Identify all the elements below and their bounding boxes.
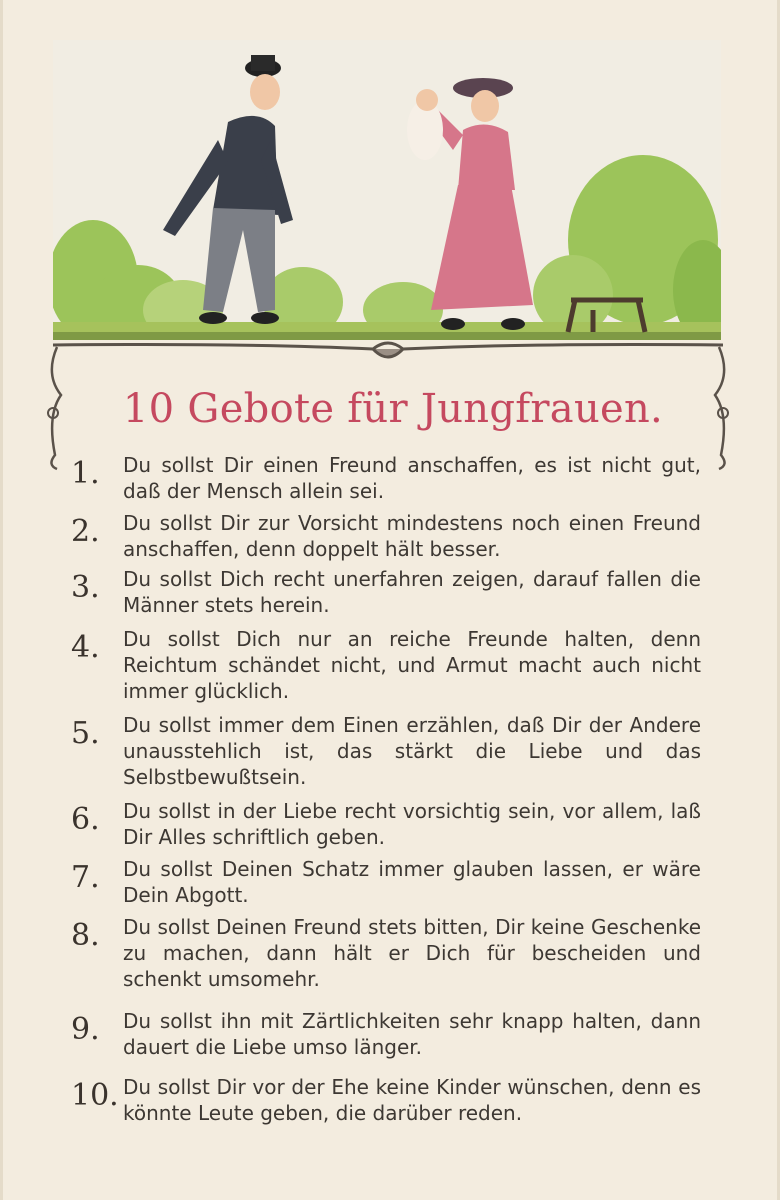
list-item: [71, 1074, 701, 1160]
item-number: 3.: [71, 570, 100, 605]
item-number: 2.: [71, 514, 100, 549]
item-text: Du sollst Dir vor der Ehe keine Kinder wünschen, denn es könnte Leute geben, die darüber reden.: [123, 1075, 701, 1125]
item-text: Du sollst Deinen Freund stets bitten, Dir keine Geschenke zu machen, dann hält er Dich für bescheiden und schenkt umsomehr.: [123, 915, 701, 991]
item-text: Du sollst in der Liebe recht vorsichtig sein, vor allem, laß Dir Alles schriftlich geben.: [123, 799, 701, 849]
list-item: [71, 626, 701, 712]
item-number: 6.: [71, 802, 100, 837]
item-text: Du sollst Dir zur Vorsicht mindestens noch einen Freund anschaffen, denn doppelt hält besser.: [123, 511, 701, 561]
item-text: Du sollst Dir einen Freund anschaffen, es ist nicht gut, daß der Mensch allein sei.: [123, 453, 701, 503]
list-item: [71, 510, 701, 566]
item-text: Du sollst immer dem Einen erzählen, daß Dir der Andere unausstehlich ist, das stärkt die Liebe und das Selbstbewußtsein.: [123, 713, 701, 789]
commandments-list: [71, 452, 701, 1160]
page-title: 10 Gebote für Jungfrauen.: [122, 386, 664, 432]
item-number: 9.: [71, 1012, 100, 1047]
list-item: [71, 856, 701, 914]
item-number: 8.: [71, 918, 100, 953]
item-number: 1.: [71, 456, 100, 491]
list-item: [71, 1008, 701, 1074]
item-number: 10.: [71, 1078, 119, 1113]
item-text: Du sollst ihn mit Zärtlichkeiten sehr knapp halten, dann dauert die Liebe umso länger.: [123, 1009, 701, 1059]
list-item: [71, 566, 701, 626]
item-number: 4.: [71, 630, 100, 665]
item-text: Du sollst Dich nur an reiche Freunde halten, denn Reichtum schändet nicht, und Armut macht auch nicht immer glücklich.: [123, 627, 701, 703]
couple-illustration: [53, 40, 721, 340]
item-text: Du sollst Dich recht unerfahren zeigen, darauf fallen die Männer stets herein.: [123, 567, 701, 617]
item-number: 5.: [71, 716, 100, 751]
item-number: 7.: [71, 860, 100, 895]
item-text: Du sollst Deinen Schatz immer glauben lassen, er wäre Dein Abgott.: [123, 857, 701, 907]
list-item: [71, 914, 701, 1008]
list-item: [71, 798, 701, 856]
list-item: [71, 452, 701, 510]
list-item: [71, 712, 701, 798]
